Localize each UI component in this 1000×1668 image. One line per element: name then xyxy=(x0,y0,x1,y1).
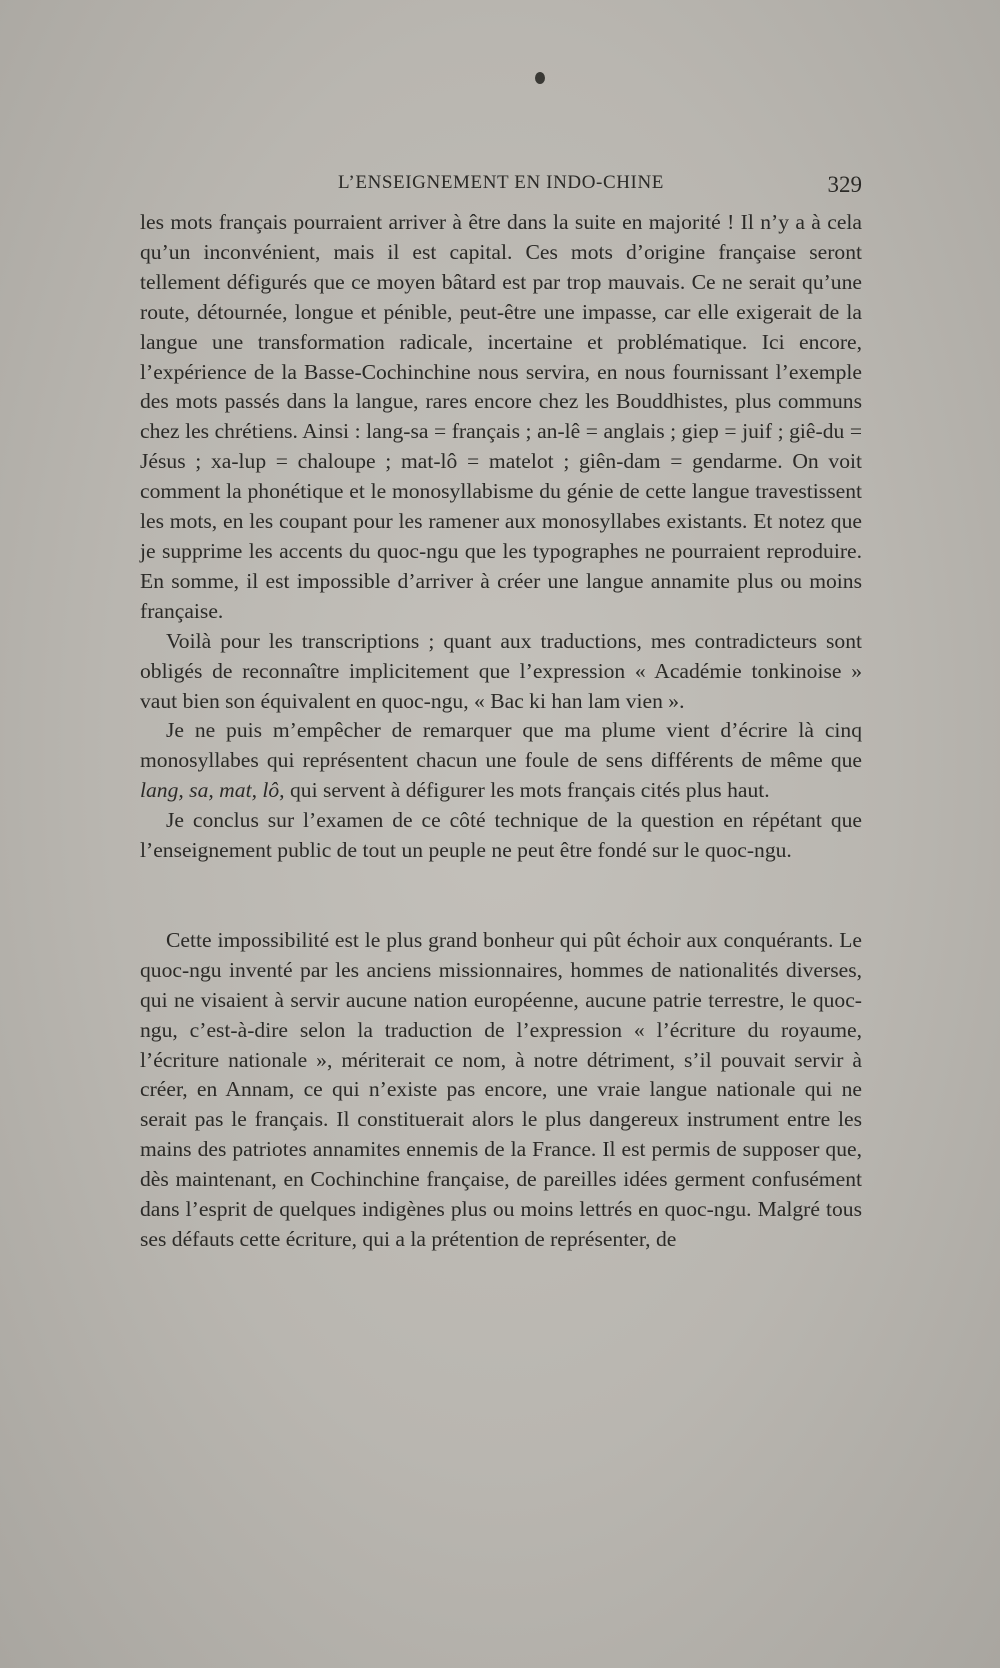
running-title: L’ENSEIGNEMENT EN INDO-CHINE xyxy=(337,172,665,193)
paragraph-text: Je ne puis m’empêcher de remarquer que ma plume vient d’écrire là cinq monosyllabes qui représentent chacun une foule de sens différents de même que xyxy=(140,718,862,773)
paragraph: Je conclus sur l’examen de ce côté technique de la question en répétant que l’enseignement public de tout un peuple ne peut être fondé sur le quoc-ngu. xyxy=(140,808,862,863)
section-break xyxy=(140,866,862,926)
paragraph: Voilà pour les transcriptions ; quant aux traductions, mes contradicteurs sont obligés de reconnaître implicitement que l’expression « Académie tonkinoise » vaut bien son équivalent en quoc-ngu, « Bac ki han lam vien ». xyxy=(140,628,862,713)
paragraph xyxy=(140,716,862,806)
body-text xyxy=(140,208,862,1255)
page-number: 329 xyxy=(827,172,862,197)
running-head xyxy=(140,172,862,202)
ink-spot xyxy=(535,72,545,84)
paragraph: Cette impossibilité est le plus grand bonheur qui pût échoir aux conquérants. Le quoc-ngu inventé par les anciens missionnaires, hommes de nationalités diverses, qui ne visaient à servir aucune nation européenne, aucune patrie terrestre, le quoc-ngu, c’est-à-dire selon la traduction de l’expression « l’écriture du royaume, l’écriture nationale », mériterait ce nom, à notre détriment, s’il pouvait servir à créer, en Annam, ce qui n’existe pas encore, une vraie langue nationale qui ne serait pas le français. Il constituerait alors le plus dangereux instrument entre les mains des patriotes annamites ennemis de la France. Il est permis de supposer que, dès maintenant, en Cochinchine française, de pareilles idées germent confusément dans l’esprit de quelques indigènes plus ou moins lettrés en quoc-ngu. Malgré tous ses défauts cette écriture, qui a la prétention de représenter, de xyxy=(140,927,862,1251)
paragraph-text: qui servent à défigurer les mots français cités plus haut. xyxy=(284,778,770,803)
paragraph: les mots français pourraient arriver à être dans la suite en majorité ! Il n’y a à cela qu’un inconvénient, mais il est capital. Ces mots d’origine française seront tellement défigurés que ce moyen bâtard est par trop mauvais. Ce ne serait qu’une route, détournée, longue et pénible, peut-être une impasse, car elle exigerait de la langue une transformation radicale, incertaine et problématique. Ici encore, l’expérience de la Basse-Cochinchine nous servira, en nous fournissant l’exemple des mots passés dans la langue, rares encore chez les Bouddhistes, plus communs chez les chrétiens. Ainsi : lang-sa = français ; an-lê = anglais ; giep = juif ; giê-du = Jésus ; xa-lup = chaloupe ; mat-lô = matelot ; giên-dam = gendarme. On voit comment la phonétique et le monosyllabisme du génie de cette langue travestissent les mots, en les coupant pour les ramener aux monosyllabes existants. Et notez que je supprime les accents du quoc-ngu que les typographes ne pourraient reproduire. En somme, il est impossible d’arriver à créer une langue annamite plus ou moins française. xyxy=(140,210,862,623)
italic-words: lang, sa, mat, lô, xyxy=(140,778,285,803)
